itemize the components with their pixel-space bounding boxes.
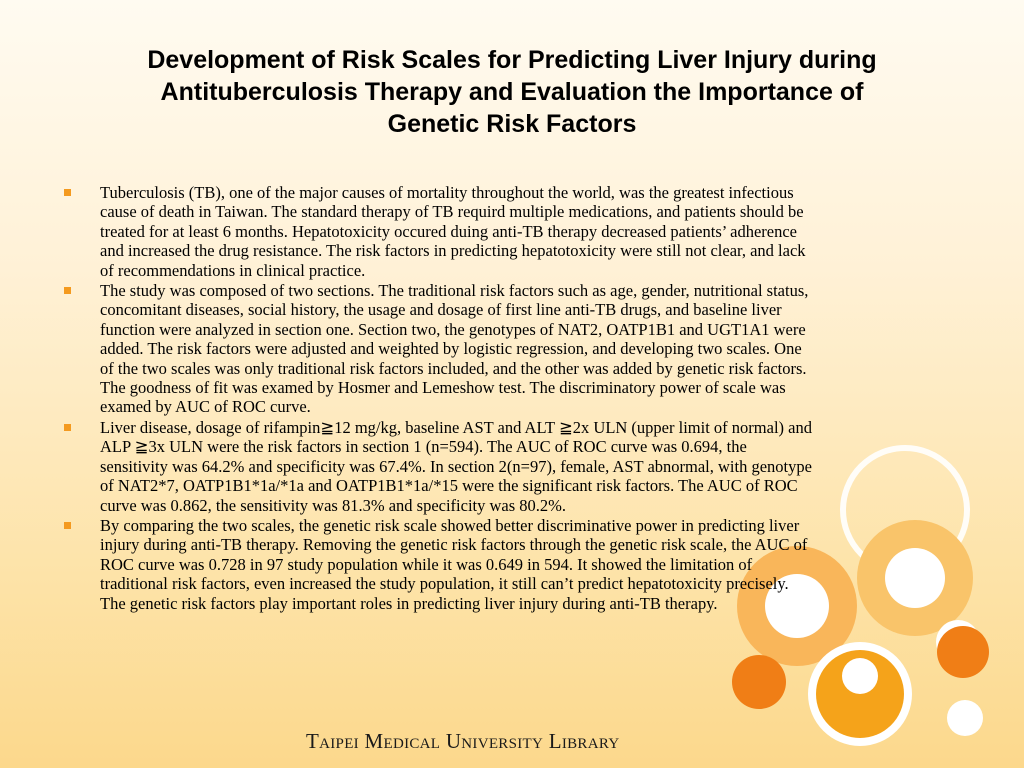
square-bullet-icon — [64, 522, 71, 529]
bullet-text-line: curve was 0.862, the sensitivity was 81.3% and specificity was 80.2%. — [100, 495, 567, 515]
bullet-item-results — [62, 418, 964, 515]
bullet-text-line: The genetic risk factors play important roles in predicting liver injury during anti-TB therapy. — [100, 593, 718, 613]
slide-title-line: Antituberculosis Therapy and Evaluation the Importance of — [160, 78, 864, 106]
bullet-item-conclusion — [62, 516, 964, 613]
bullet-text-line: of the two scales was only traditional risk factors included, and the other was added by genetic risk factors. — [100, 358, 807, 378]
bullet-text-line: cause of death in Taiwan. The standard therapy of TB requird multiple medications, and patients should be — [100, 202, 804, 222]
bullet-text-line: function were analyzed in section one. Section two, the genotypes of NAT2, OATP1B1 and UGT1A1 were — [100, 319, 806, 339]
bullet-text-line: treated for at least 6 months. Hepatotoxicity occured duing anti-TB therapy decreased patients’ adherence — [100, 221, 797, 241]
slide-title-line: Genetic Risk Factors — [387, 110, 637, 138]
bullet-text-line: Liver disease, dosage of rifampin≧12 mg/kg, baseline AST and ALT ≧2x ULN (upper limit of normal) and — [100, 417, 812, 437]
bullet-text-line: The goodness of fit was examed by Hosmer and Lemeshow test. The discriminatory power of scale was — [100, 378, 786, 398]
bullet-text-line: examed by AUC of ROC curve. — [100, 397, 311, 417]
circle-dark-orange-left — [732, 655, 786, 709]
bullet-text-line: ALP ≧3x ULN were the risk factors in section 1 (n=594). The AUC of ROC curve was 0.694, the — [100, 437, 747, 457]
bullet-text-line: of NAT2*7, OATP1B1*1a/*1a and OATP1B1*1a/*15 were the significant risk factors. The AUC of ROC — [100, 476, 798, 496]
bullet-text-line: sensitivity was 64.2% and specificity was 67.4%. In section 2(n=97), female, AST abnormal, with genotype — [100, 456, 812, 476]
slide-title-line: Development of Risk Scales for Predicting Liver Injury during — [147, 46, 877, 74]
bullet-text-line: traditional risk factors, even increased the study population, it still can’t predict hepatotoxicity precisely. — [100, 574, 789, 594]
bullet-text-line: added. The risk factors were adjusted and weighted by logistic regression, and developing two scales. One — [100, 339, 802, 359]
bullet-text-line: Tuberculosis (TB), one of the major causes of mortality throughout the world, was the greatest infectious — [100, 183, 794, 202]
bullet-item-methods — [62, 281, 964, 417]
square-bullet-icon — [64, 189, 71, 196]
bullet-text-line: of recommendations in clinical practice. — [100, 260, 366, 280]
bullet-text-line: ROC curve was 0.728 in 97 study population while it was 0.649 in 594. It showed the limitation of — [100, 554, 753, 574]
bullet-text-line: and increased the drug resistance. The risk factors in predicting hepatotoxicity were still not clear, and lack — [100, 241, 806, 261]
bullet-list — [62, 183, 964, 614]
circle-white-bottom — [947, 700, 983, 736]
footer-library-name: Taipei Medical University Library — [306, 729, 620, 753]
slide-title — [60, 44, 964, 140]
bullet-text-line: injury during anti-TB therapy. Removing the genetic risk factors through the genetic risk scale, the AUC of — [100, 535, 808, 555]
circle-dark-orange-right — [937, 626, 989, 678]
bullet-text-line: concomitant diseases, social history, the usage and dosage of first line anti-TB drugs, and baseline liver — [100, 300, 782, 320]
circle-ring-lower-hole — [842, 658, 878, 694]
bullet-item-background — [62, 183, 964, 280]
square-bullet-icon — [64, 424, 71, 431]
bullet-text-line: By comparing the two scales, the genetic risk scale showed better discriminative power in predicting liver — [100, 515, 800, 535]
square-bullet-icon — [64, 287, 71, 294]
bullet-text-line: The study was composed of two sections. The traditional risk factors such as age, gender, nutritional status, — [100, 281, 809, 301]
